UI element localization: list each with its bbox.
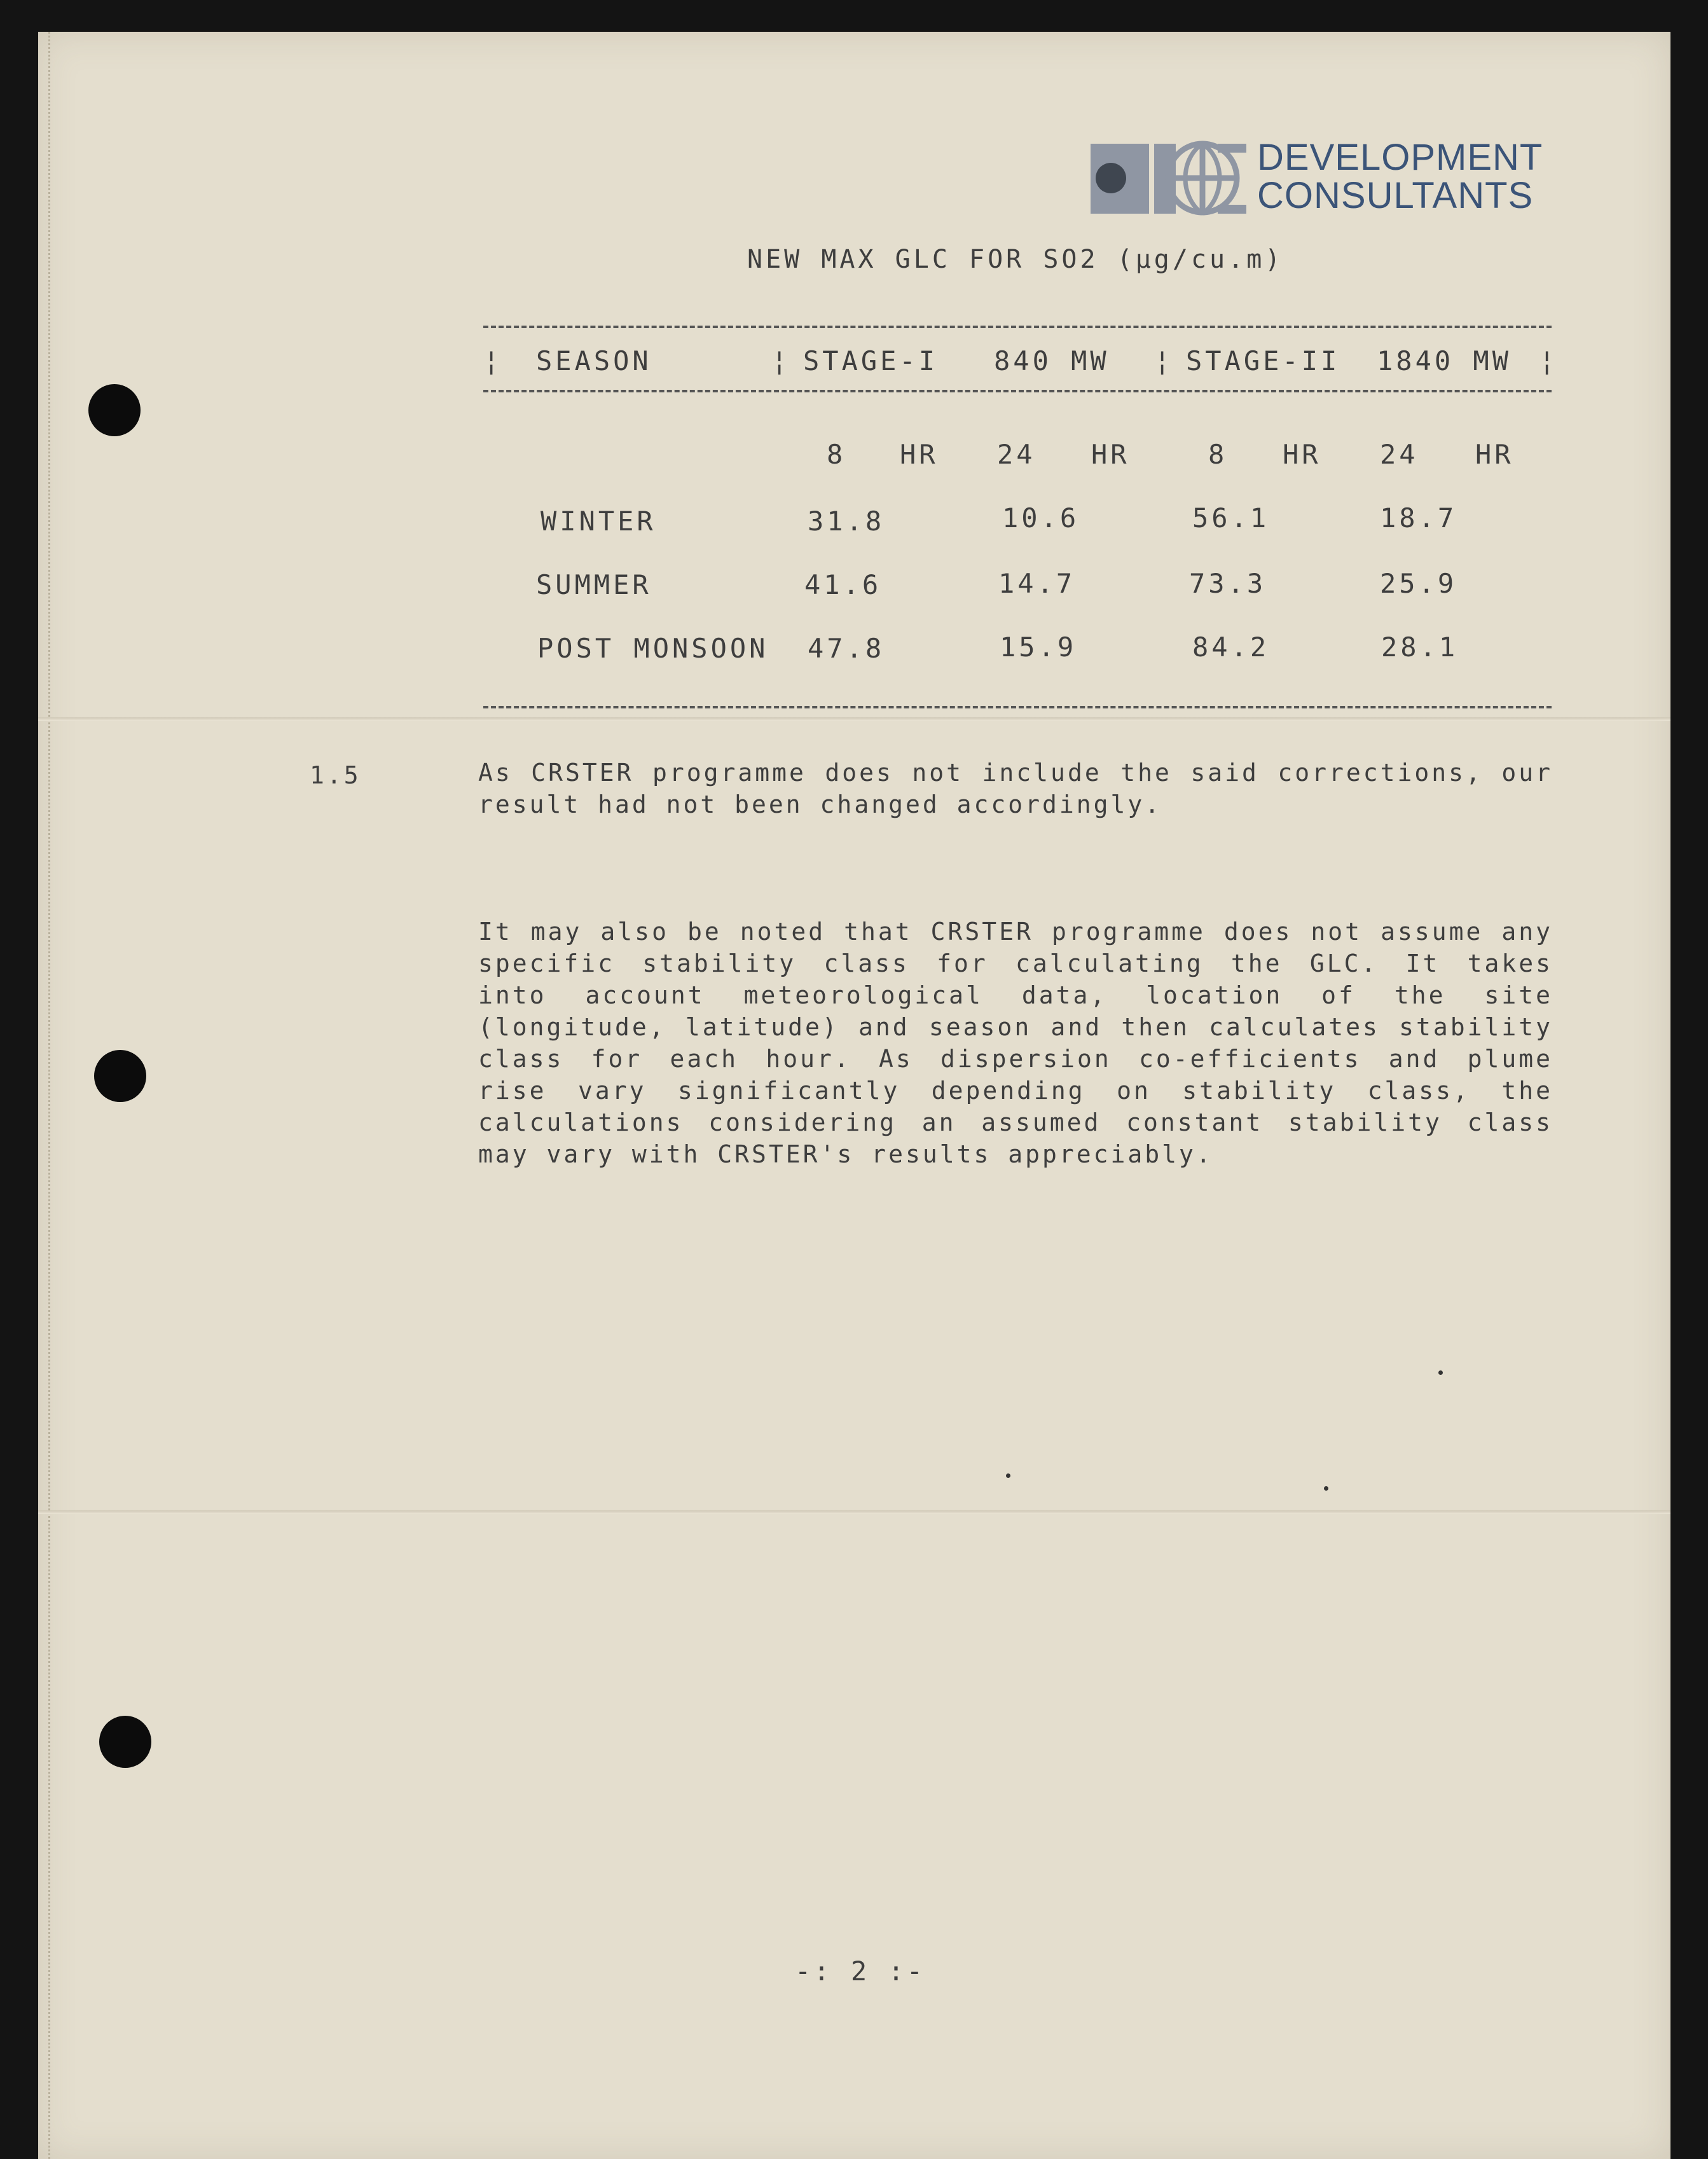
row-value: 18.7	[1380, 502, 1457, 534]
punch-hole	[99, 1716, 151, 1768]
table-header-rule	[483, 390, 1552, 392]
column-separator: ¦	[771, 345, 791, 376]
section-paragraph: As CRSTER programme does not include the said corrections, our result had not been changed accordingly.	[478, 759, 1553, 818]
column-separator: ¦	[1539, 345, 1559, 376]
row-value: 31.8	[808, 506, 885, 537]
subheader-hours-unit: HR	[900, 439, 939, 470]
subheader-hours-number: 24	[997, 439, 1036, 470]
subheader-hours-unit: HR	[1283, 439, 1321, 470]
paper-speck	[1438, 1370, 1443, 1375]
company-name-line1: DEVELOPMENT	[1257, 137, 1543, 178]
company-name	[1257, 139, 1543, 215]
header-season: SEASON	[536, 345, 652, 376]
header-stage-2: STAGE-II	[1186, 345, 1340, 376]
row-value: 84.2	[1192, 631, 1270, 663]
company-name-line2: CONSULTANTS	[1257, 175, 1534, 216]
column-separator: ¦	[483, 345, 503, 376]
paper-fold-crease	[38, 1510, 1670, 1514]
header-stage-2-mw: 1840 MW	[1377, 345, 1512, 376]
row-value: 73.3	[1189, 568, 1267, 599]
section-number: 1.5	[310, 761, 361, 789]
row-value: 25.9	[1380, 568, 1457, 599]
subheader-hours-number: 24	[1380, 439, 1419, 470]
subheader-hours-number: 8	[1208, 439, 1228, 470]
table-bottom-rule	[483, 706, 1552, 708]
paper-fold-crease	[38, 717, 1670, 721]
subheader-hours-unit: HR	[1091, 439, 1130, 470]
page-number: -: 2 :-	[795, 1956, 926, 1987]
row-value: 41.6	[804, 569, 882, 600]
punch-hole	[88, 384, 141, 436]
row-value: 56.1	[1192, 502, 1270, 534]
paper-speck	[1006, 1473, 1010, 1478]
perforation-edge	[48, 32, 50, 2159]
row-value: 15.9	[1000, 631, 1077, 663]
row-value: 47.8	[808, 633, 885, 664]
column-separator: ¦	[1154, 345, 1174, 376]
table-title: NEW MAX GLC FOR SO2 (µg/cu.m)	[747, 245, 1284, 274]
header-stage-1: STAGE-I	[803, 345, 939, 376]
subheader-hours-unit: HR	[1475, 439, 1514, 470]
row-value: 28.1	[1381, 631, 1459, 663]
row-season: POST MONSOON	[537, 633, 769, 664]
paper-speck	[1324, 1486, 1328, 1491]
header-stage-1-mw: 840 MW	[994, 345, 1110, 376]
globe-logo-icon	[1091, 140, 1246, 217]
subheader-hours-number: 8	[827, 439, 846, 470]
row-value: 14.7	[998, 568, 1076, 599]
section-paragraph: It may also be noted that CRSTER programme does not assume any specific stability class for calculating the GLC. It takes into account meteorological data, location of the site (longitude, latitude) and season and then calculates stability class for each hour. As dispersion co-efficients and plume rise vary significantly depending on stability class, the calculations considering an assumed constant stability class may vary with CRSTER's results appreciably.	[478, 918, 1553, 1168]
row-value: 10.6	[1002, 502, 1080, 534]
company-logo	[1091, 136, 1561, 219]
row-season: SUMMER	[536, 569, 652, 600]
punch-hole	[94, 1050, 146, 1102]
table-top-rule	[483, 326, 1552, 328]
row-season: WINTER	[541, 506, 656, 537]
